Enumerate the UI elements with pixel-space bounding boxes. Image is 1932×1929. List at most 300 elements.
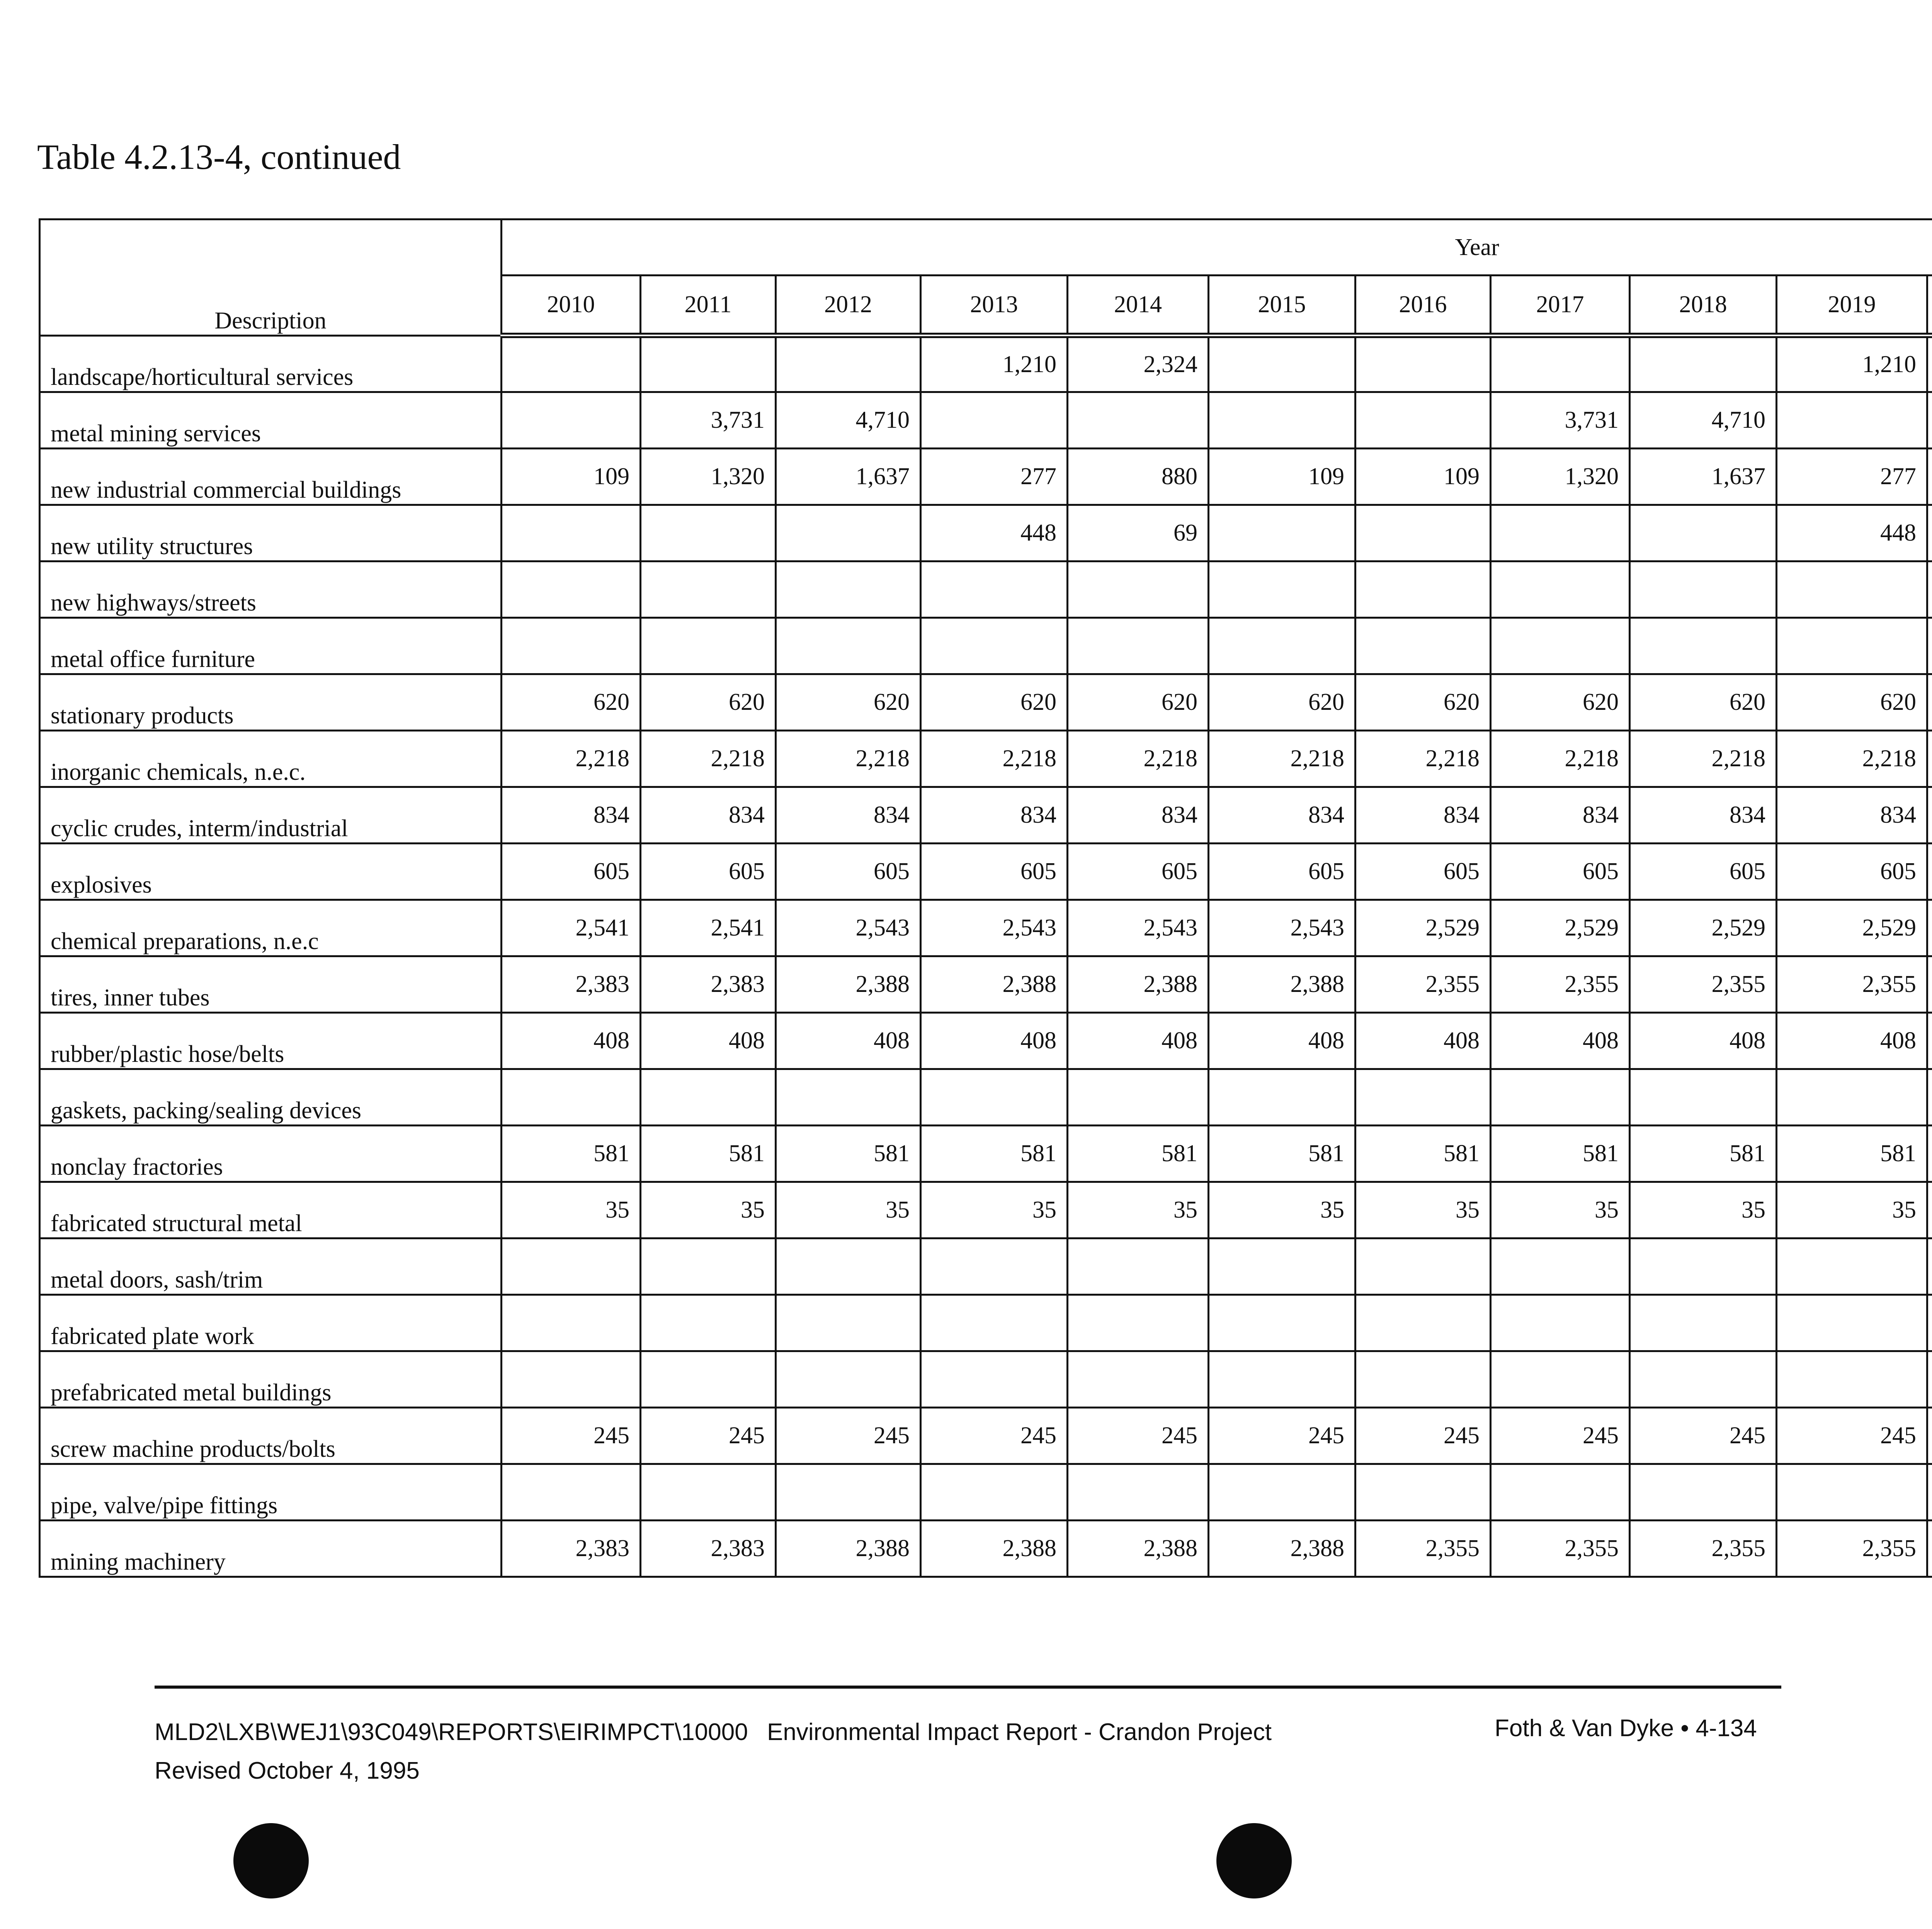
value-cell-2012: 4,710 (776, 392, 921, 448)
row-description: gaskets, packing/sealing devices (40, 1069, 502, 1125)
value-cell-2013: 834 (921, 787, 1068, 843)
value-cell-2012: 605 (776, 843, 921, 900)
value-cell-2019 (1777, 617, 1927, 674)
table-row (40, 956, 1932, 1012)
value-cell-2017: 834 (1491, 787, 1630, 843)
year-header-2014: 2014 (1068, 276, 1209, 336)
value-cell-2016 (1355, 335, 1491, 392)
value-cell-2013: 620 (921, 674, 1068, 730)
value-cell-2016: 245 (1355, 1407, 1491, 1464)
value-cell-2019 (1777, 1464, 1927, 1520)
table-row (40, 1012, 1932, 1069)
value-cell-2015: 109 (1209, 448, 1355, 505)
value-cell-2012 (776, 1295, 921, 1351)
year-header-2012: 2012 (776, 276, 921, 336)
value-cell-2011 (641, 1238, 776, 1295)
value-cell-2018 (1630, 1351, 1777, 1407)
value-cell-2010: 620 (502, 674, 641, 730)
value-cell-2012: 245 (776, 1407, 921, 1464)
value-cell-2012: 35 (776, 1182, 921, 1238)
value-cell-2019: 620 (1777, 674, 1927, 730)
value-cell-2015: 834 (1209, 787, 1355, 843)
value-cell-2018: 2,218 (1630, 730, 1777, 787)
value-cell-2010: 109 (502, 448, 641, 505)
value-cell-2020 (1927, 1069, 1932, 1125)
value-cell-2011: 245 (641, 1407, 776, 1464)
value-cell-2013: 2,543 (921, 900, 1068, 956)
value-cell-2020 (1927, 1295, 1932, 1351)
value-cell-2020 (1927, 1125, 1932, 1182)
value-cell-2014 (1068, 1069, 1209, 1125)
value-cell-2020 (1927, 1238, 1932, 1295)
value-cell-2018: 834 (1630, 787, 1777, 843)
value-cell-2015: 2,388 (1209, 956, 1355, 1012)
value-cell-2019: 1,210 (1777, 335, 1927, 392)
value-cell-2017 (1491, 1464, 1630, 1520)
value-cell-2012 (776, 561, 921, 617)
table-row (40, 674, 1932, 730)
value-cell-2020 (1927, 1012, 1932, 1069)
value-cell-2019 (1777, 1069, 1927, 1125)
table-row (40, 730, 1932, 787)
value-cell-2011 (641, 561, 776, 617)
value-cell-2014: 35 (1068, 1182, 1209, 1238)
page-title: Table 4.2.13-4, continued (37, 137, 401, 177)
value-cell-2012 (776, 505, 921, 561)
value-cell-2011: 834 (641, 787, 776, 843)
value-cell-2016: 2,355 (1355, 1520, 1491, 1577)
value-cell-2020 (1927, 900, 1932, 956)
value-cell-2015: 605 (1209, 843, 1355, 900)
value-cell-2016: 2,218 (1355, 730, 1491, 787)
year-header-2018: 2018 (1630, 276, 1777, 336)
value-cell-2019 (1777, 561, 1927, 617)
value-cell-2010 (502, 1069, 641, 1125)
table-row (40, 1069, 1932, 1125)
value-cell-2015 (1209, 1295, 1355, 1351)
value-cell-2017: 620 (1491, 674, 1630, 730)
footer-file-path: MLD2\LXB\WEJ1\93C049\REPORTS\EIRIMPCT\10000 (155, 1719, 748, 1745)
value-cell-2017: 1,320 (1491, 448, 1630, 505)
year-header-2013: 2013 (921, 276, 1068, 336)
table-row (40, 1464, 1932, 1520)
value-cell-2015: 2,388 (1209, 1520, 1355, 1577)
value-cell-2015: 581 (1209, 1125, 1355, 1182)
value-cell-2011 (641, 1464, 776, 1520)
value-cell-2012: 834 (776, 787, 921, 843)
value-cell-2010 (502, 617, 641, 674)
value-cell-2020 (1927, 392, 1932, 448)
value-cell-2015 (1209, 1351, 1355, 1407)
value-cell-2011: 35 (641, 1182, 776, 1238)
table-row (40, 335, 1932, 392)
value-cell-2016 (1355, 392, 1491, 448)
value-cell-2014 (1068, 617, 1209, 674)
row-description: new utility structures (40, 505, 502, 561)
value-cell-2010: 605 (502, 843, 641, 900)
value-cell-2010 (502, 1295, 641, 1351)
table-row (40, 1351, 1932, 1407)
value-cell-2019: 2,529 (1777, 900, 1927, 956)
table-row (40, 392, 1932, 448)
footer-page-reference: Foth & Van Dyke • 4-134 (1495, 1715, 1757, 1742)
value-cell-2015 (1209, 505, 1355, 561)
value-cell-2010 (502, 561, 641, 617)
value-cell-2017: 581 (1491, 1125, 1630, 1182)
row-description: metal mining services (40, 392, 502, 448)
value-cell-2014: 245 (1068, 1407, 1209, 1464)
value-cell-2015 (1209, 1464, 1355, 1520)
row-description: rubber/plastic hose/belts (40, 1012, 502, 1069)
value-cell-2019 (1777, 1351, 1927, 1407)
value-cell-2010 (502, 392, 641, 448)
value-cell-2010: 245 (502, 1407, 641, 1464)
value-cell-2014 (1068, 1351, 1209, 1407)
value-cell-2018 (1630, 1069, 1777, 1125)
value-cell-2010: 2,218 (502, 730, 641, 787)
value-cell-2017 (1491, 561, 1630, 617)
value-cell-2016: 2,529 (1355, 900, 1491, 956)
value-cell-2017: 35 (1491, 1182, 1630, 1238)
value-cell-2012 (776, 335, 921, 392)
value-cell-2017 (1491, 1295, 1630, 1351)
table-row (40, 787, 1932, 843)
value-cell-2017: 2,355 (1491, 1520, 1630, 1577)
table-row (40, 1125, 1932, 1182)
value-cell-2012: 620 (776, 674, 921, 730)
value-cell-2011 (641, 1069, 776, 1125)
value-cell-2010: 2,541 (502, 900, 641, 956)
value-cell-2010: 408 (502, 1012, 641, 1069)
value-cell-2017: 2,529 (1491, 900, 1630, 956)
value-cell-2013 (921, 1351, 1068, 1407)
value-cell-2010 (502, 1351, 641, 1407)
table-body (40, 335, 1932, 1577)
row-description: inorganic chemicals, n.e.c. (40, 730, 502, 787)
value-cell-2020 (1927, 674, 1932, 730)
value-cell-2020 (1927, 335, 1932, 392)
value-cell-2016 (1355, 617, 1491, 674)
value-cell-2011: 581 (641, 1125, 776, 1182)
value-cell-2019: 408 (1777, 1012, 1927, 1069)
value-cell-2018: 605 (1630, 843, 1777, 900)
value-cell-2016 (1355, 505, 1491, 561)
value-cell-2013: 581 (921, 1125, 1068, 1182)
value-cell-2014: 2,324 (1068, 335, 1209, 392)
row-description: metal doors, sash/trim (40, 1238, 502, 1295)
table-row (40, 1238, 1932, 1295)
value-cell-2011: 1,320 (641, 448, 776, 505)
row-description: pipe, valve/pipe fittings (40, 1464, 502, 1520)
value-cell-2018: 1,637 (1630, 448, 1777, 505)
value-cell-2017: 245 (1491, 1407, 1630, 1464)
value-cell-2017 (1491, 1351, 1630, 1407)
value-cell-2017 (1491, 1069, 1630, 1125)
table-row (40, 617, 1932, 674)
value-cell-2018 (1630, 505, 1777, 561)
year-header-2020 (1927, 276, 1932, 336)
value-cell-2016: 109 (1355, 448, 1491, 505)
value-cell-2018: 2,355 (1630, 1520, 1777, 1577)
footer-revised-date: Revised October 4, 1995 (155, 1757, 420, 1784)
value-cell-2013 (921, 1295, 1068, 1351)
value-cell-2019 (1777, 392, 1927, 448)
value-cell-2019: 581 (1777, 1125, 1927, 1182)
value-cell-2011: 2,218 (641, 730, 776, 787)
value-cell-2020 (1927, 617, 1932, 674)
value-cell-2020 (1927, 730, 1932, 787)
value-cell-2012: 408 (776, 1012, 921, 1069)
value-cell-2015: 620 (1209, 674, 1355, 730)
value-cell-2013: 2,388 (921, 956, 1068, 1012)
value-cell-2013: 245 (921, 1407, 1068, 1464)
value-cell-2014: 620 (1068, 674, 1209, 730)
value-cell-2019: 245 (1777, 1407, 1927, 1464)
value-cell-2012 (776, 1238, 921, 1295)
value-cell-2012: 2,543 (776, 900, 921, 956)
value-cell-2014: 605 (1068, 843, 1209, 900)
value-cell-2014: 2,543 (1068, 900, 1209, 956)
value-cell-2010: 35 (502, 1182, 641, 1238)
value-cell-2012: 2,388 (776, 956, 921, 1012)
value-cell-2012: 2,388 (776, 1520, 921, 1577)
value-cell-2019: 2,218 (1777, 730, 1927, 787)
value-cell-2017: 2,355 (1491, 956, 1630, 1012)
value-cell-2013 (921, 392, 1068, 448)
value-cell-2016: 834 (1355, 787, 1491, 843)
value-cell-2015 (1209, 1238, 1355, 1295)
value-cell-2013: 1,210 (921, 335, 1068, 392)
value-cell-2018: 2,529 (1630, 900, 1777, 956)
value-cell-2014 (1068, 1295, 1209, 1351)
value-cell-2014: 880 (1068, 448, 1209, 505)
value-cell-2020 (1927, 1520, 1932, 1577)
value-cell-2012 (776, 1351, 921, 1407)
value-cell-2016: 408 (1355, 1012, 1491, 1069)
value-cell-2010: 834 (502, 787, 641, 843)
row-description: fabricated plate work (40, 1295, 502, 1351)
row-description: prefabricated metal buildings (40, 1351, 502, 1407)
value-cell-2018: 245 (1630, 1407, 1777, 1464)
value-cell-2017: 3,731 (1491, 392, 1630, 448)
value-cell-2012: 1,637 (776, 448, 921, 505)
value-cell-2016 (1355, 1295, 1491, 1351)
table-row (40, 505, 1932, 561)
value-cell-2016: 605 (1355, 843, 1491, 900)
value-cell-2017 (1491, 335, 1630, 392)
value-cell-2012: 581 (776, 1125, 921, 1182)
footer-rule (155, 1686, 1781, 1689)
table-row (40, 1182, 1932, 1238)
value-cell-2011 (641, 1351, 776, 1407)
data-table-container (39, 218, 1932, 1578)
value-cell-2010 (502, 505, 641, 561)
year-header-2015: 2015 (1209, 276, 1355, 336)
value-cell-2018 (1630, 617, 1777, 674)
value-cell-2020 (1927, 1351, 1932, 1407)
value-cell-2018 (1630, 335, 1777, 392)
value-cell-2018: 620 (1630, 674, 1777, 730)
value-cell-2018 (1630, 1295, 1777, 1351)
value-cell-2015: 245 (1209, 1407, 1355, 1464)
year-header-2010: 2010 (502, 276, 641, 336)
row-description: chemical preparations, n.e.c (40, 900, 502, 956)
table-row (40, 1407, 1932, 1464)
value-cell-2010: 2,383 (502, 1520, 641, 1577)
value-cell-2015: 408 (1209, 1012, 1355, 1069)
value-cell-2020 (1927, 956, 1932, 1012)
value-cell-2019: 448 (1777, 505, 1927, 561)
value-cell-2018: 35 (1630, 1182, 1777, 1238)
value-cell-2020 (1927, 448, 1932, 505)
value-cell-2013: 2,388 (921, 1520, 1068, 1577)
value-cell-2018 (1630, 1464, 1777, 1520)
value-cell-2011 (641, 617, 776, 674)
value-cell-2018: 2,355 (1630, 956, 1777, 1012)
value-cell-2016: 581 (1355, 1125, 1491, 1182)
description-header: Description (40, 219, 502, 336)
value-cell-2014: 2,218 (1068, 730, 1209, 787)
value-cell-2018: 581 (1630, 1125, 1777, 1182)
value-cell-2010 (502, 1238, 641, 1295)
value-cell-2017 (1491, 1238, 1630, 1295)
row-description: mining machinery (40, 1520, 502, 1577)
row-description: nonclay fractories (40, 1125, 502, 1182)
year-header-2017: 2017 (1491, 276, 1630, 336)
value-cell-2018 (1630, 561, 1777, 617)
table-row (40, 843, 1932, 900)
row-description: tires, inner tubes (40, 956, 502, 1012)
value-cell-2018 (1630, 1238, 1777, 1295)
value-cell-2014 (1068, 1238, 1209, 1295)
value-cell-2020 (1927, 843, 1932, 900)
value-cell-2010 (502, 1464, 641, 1520)
binder-hole-left (233, 1823, 309, 1898)
value-cell-2011 (641, 1295, 776, 1351)
header-group-row (40, 219, 1932, 276)
value-cell-2016 (1355, 1238, 1491, 1295)
value-cell-2010: 2,383 (502, 956, 641, 1012)
value-cell-2013: 605 (921, 843, 1068, 900)
value-cell-2019 (1777, 1295, 1927, 1351)
row-description: landscape/horticultural services (40, 335, 502, 392)
value-cell-2015 (1209, 561, 1355, 617)
value-cell-2017: 2,218 (1491, 730, 1630, 787)
value-cell-2011: 2,383 (641, 956, 776, 1012)
value-cell-2019: 605 (1777, 843, 1927, 900)
value-cell-2015: 2,218 (1209, 730, 1355, 787)
value-cell-2014: 2,388 (1068, 956, 1209, 1012)
value-cell-2011: 3,731 (641, 392, 776, 448)
value-cell-2011 (641, 335, 776, 392)
table-row (40, 448, 1932, 505)
value-cell-2014 (1068, 392, 1209, 448)
value-cell-2013: 408 (921, 1012, 1068, 1069)
table-row (40, 1520, 1932, 1577)
value-cell-2013: 277 (921, 448, 1068, 505)
value-cell-2012 (776, 1464, 921, 1520)
value-cell-2013: 35 (921, 1182, 1068, 1238)
row-description: metal office furniture (40, 617, 502, 674)
table-row (40, 1295, 1932, 1351)
footer-report-title: Environmental Impact Report - Crandon Project (767, 1719, 1272, 1745)
year-header-2011: 2011 (641, 276, 776, 336)
value-cell-2011: 620 (641, 674, 776, 730)
value-cell-2018: 4,710 (1630, 392, 1777, 448)
value-cell-2018: 408 (1630, 1012, 1777, 1069)
value-cell-2016 (1355, 1351, 1491, 1407)
binder-hole-center (1216, 1823, 1292, 1898)
value-cell-2013 (921, 1464, 1068, 1520)
value-cell-2019: 277 (1777, 448, 1927, 505)
row-description: new highways/streets (40, 561, 502, 617)
value-cell-2013: 448 (921, 505, 1068, 561)
value-cell-2016: 35 (1355, 1182, 1491, 1238)
value-cell-2017: 408 (1491, 1012, 1630, 1069)
year-header-2016: 2016 (1355, 276, 1491, 336)
value-cell-2019 (1777, 1238, 1927, 1295)
value-cell-2014: 581 (1068, 1125, 1209, 1182)
value-cell-2017 (1491, 505, 1630, 561)
value-cell-2012: 2,218 (776, 730, 921, 787)
value-cell-2014: 2,388 (1068, 1520, 1209, 1577)
value-cell-2016 (1355, 1464, 1491, 1520)
value-cell-2019: 35 (1777, 1182, 1927, 1238)
value-cell-2013 (921, 1238, 1068, 1295)
data-table (39, 218, 1932, 1578)
row-description: cyclic crudes, interm/industrial (40, 787, 502, 843)
value-cell-2011: 605 (641, 843, 776, 900)
value-cell-2016: 2,355 (1355, 956, 1491, 1012)
value-cell-2017: 605 (1491, 843, 1630, 900)
value-cell-2013 (921, 1069, 1068, 1125)
value-cell-2020 (1927, 1407, 1932, 1464)
value-cell-2014 (1068, 561, 1209, 617)
value-cell-2014 (1068, 1464, 1209, 1520)
value-cell-2011 (641, 505, 776, 561)
value-cell-2019: 2,355 (1777, 956, 1927, 1012)
value-cell-2017 (1491, 617, 1630, 674)
year-header-2019: 2019 (1777, 276, 1927, 336)
value-cell-2020 (1927, 1182, 1932, 1238)
value-cell-2015 (1209, 617, 1355, 674)
value-cell-2015 (1209, 392, 1355, 448)
value-cell-2019: 2,355 (1777, 1520, 1927, 1577)
value-cell-2016 (1355, 1069, 1491, 1125)
value-cell-2013 (921, 617, 1068, 674)
value-cell-2014: 69 (1068, 505, 1209, 561)
value-cell-2012 (776, 617, 921, 674)
value-cell-2016: 620 (1355, 674, 1491, 730)
value-cell-2013: 2,218 (921, 730, 1068, 787)
value-cell-2012 (776, 1069, 921, 1125)
row-description: new industrial commercial buildings (40, 448, 502, 505)
value-cell-2019: 834 (1777, 787, 1927, 843)
value-cell-2020 (1927, 505, 1932, 561)
row-description: fabricated structural metal (40, 1182, 502, 1238)
value-cell-2015: 35 (1209, 1182, 1355, 1238)
value-cell-2011: 2,541 (641, 900, 776, 956)
value-cell-2020 (1927, 561, 1932, 617)
table-row (40, 561, 1932, 617)
year-group-header: Year (502, 219, 1932, 276)
value-cell-2010: 581 (502, 1125, 641, 1182)
value-cell-2020 (1927, 787, 1932, 843)
value-cell-2015 (1209, 335, 1355, 392)
table-row (40, 900, 1932, 956)
value-cell-2011: 408 (641, 1012, 776, 1069)
value-cell-2010 (502, 335, 641, 392)
